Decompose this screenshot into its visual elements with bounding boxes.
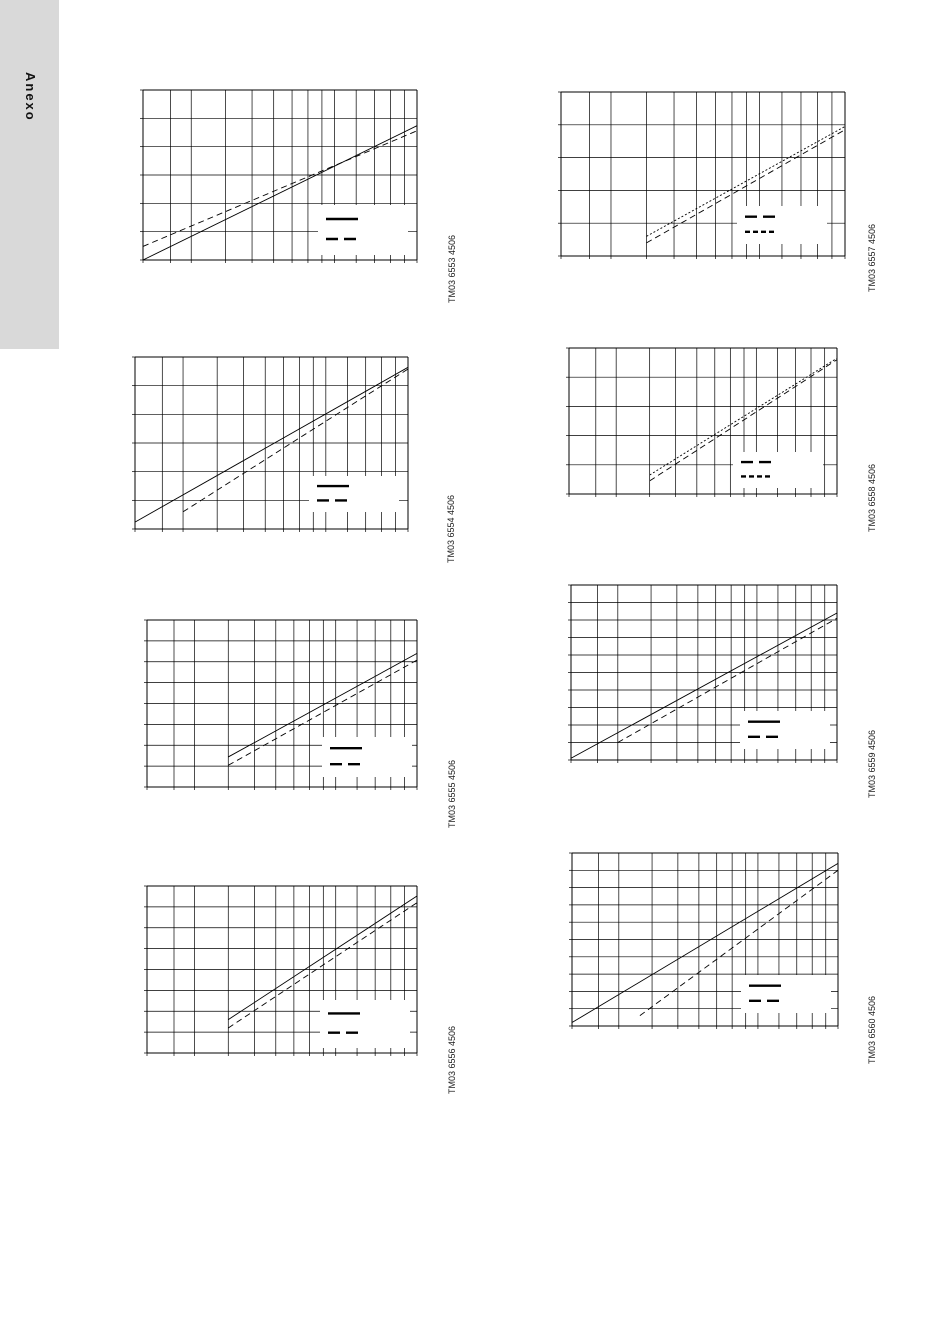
figure-code: TM03 6559 4506 xyxy=(867,729,877,798)
legend-box xyxy=(737,206,827,244)
legend-box xyxy=(309,476,399,512)
chart-4 xyxy=(565,344,841,498)
chart-7 xyxy=(568,849,842,1030)
legend-box xyxy=(741,975,831,1013)
figure-code: TM03 6556 4506 xyxy=(447,1025,457,1094)
chart-2 xyxy=(557,88,849,260)
figure-code: TM03 6553 4506 xyxy=(447,234,457,303)
figure-code: TM03 6558 4506 xyxy=(867,463,877,532)
side-tab xyxy=(0,0,59,349)
chart-8 xyxy=(143,882,421,1057)
legend-box xyxy=(322,737,412,777)
chart-3 xyxy=(131,353,412,533)
figure-code: TM03 6560 4506 xyxy=(867,995,877,1064)
legend-box xyxy=(733,452,823,488)
chart-6 xyxy=(143,616,421,791)
legend-box xyxy=(318,205,408,255)
legend-box xyxy=(320,1000,410,1048)
side-tab-label: Anexo xyxy=(23,72,38,122)
figure-code: TM03 6555 4506 xyxy=(447,759,457,828)
figure-code: TM03 6557 4506 xyxy=(867,223,877,292)
legend-box xyxy=(740,711,830,749)
chart-1 xyxy=(139,86,421,264)
chart-5 xyxy=(567,581,841,764)
figure-code: TM03 6554 4506 xyxy=(446,494,456,563)
